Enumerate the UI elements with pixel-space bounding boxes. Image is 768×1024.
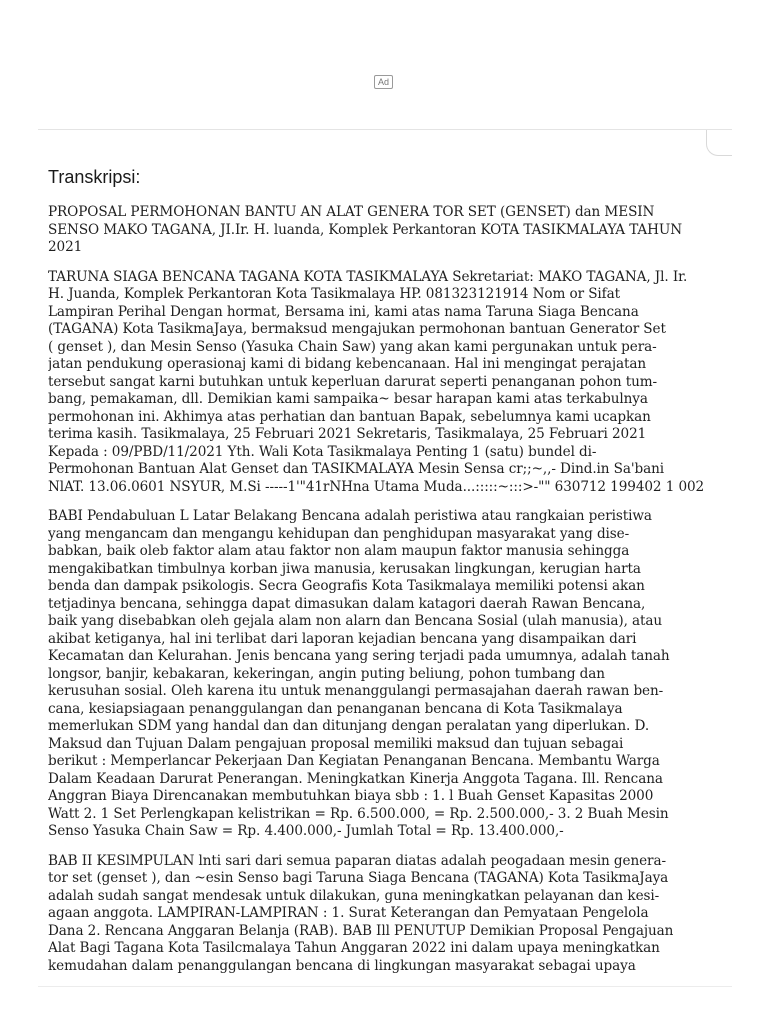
transcript-body: [48, 204, 738, 975]
transcript-line: longsor, banjir, kebakaran, kekeringan, angin puting beliung, pohon tumbang dan: [48, 665, 605, 682]
card-top-border: [38, 129, 732, 130]
transcript-line: yang mengancam dan mengangu kehidupan dan penghidupan masyarakat yang dise-: [48, 525, 630, 542]
transcript-line: (TAGANA) Kota TasikmaJaya, bermaksud mengajukan permohonan bantuan Generator Set: [48, 321, 666, 337]
card-corner-fold: [706, 130, 732, 156]
transcript-line: adalah sudah sangat mendesak untuk dilakukan, guna meningkatkan pelayanan dan kesi-: [48, 887, 660, 904]
transcript-line: NlAT. 13.06.0601 NSYUR, M.Si -----1'"41rNHna Utama Muda...:::::~:::>-"" 630712 199402 1 002: [48, 478, 705, 495]
transcript-line: baik yang disebabkan oleh gejala alam non alarn dan Bencana Sosial (ulah manusia), atau: [48, 613, 663, 629]
transcript-line: Dana 2. Rencana Anggaran Belanja (RAB). BAB Ill PENUTUP Demikian Proposal Pengajuan: [48, 922, 674, 939]
transcript-line: Watt 2. 1 Set Perlengkapan kelistrikan = Rp. 6.500.000, = Rp. 2.500.000,- 3. 2 Buah Mesin: [48, 805, 669, 822]
transcript-line: permohonan ini. Akhimya atas perhatian dan bantuan Bapak, sebelumnya kami ucapkan: [48, 408, 651, 425]
ad-badge[interactable]: Ad: [374, 75, 393, 89]
transcript-line: Senso Yasuka Chain Saw = Rp. 4.400.000,- Jumlah Total = Rp. 13.400.000,-: [48, 823, 564, 839]
transcript-line: agaan anggota. LAMPIRAN-LAMPIRAN : 1. Surat Keterangan dan Pemyataan Pengelola: [48, 905, 649, 921]
transcript-line: H. Juanda, Komplek Perkantoran Kota Tasikmalaya HP. 081323121914 Nom or Sifat: [48, 286, 620, 302]
transcript-line: tetjadinya bencana, sehingga dapat dimasukan dalam katagori daerah Rawan Bencana,: [48, 595, 646, 612]
ad-area: [0, 0, 768, 130]
transcript-section: [48, 166, 738, 976]
transcript-line: SENSO MAKO TAGANA, JI.Ir. H. luanda, Komplek Perkantoran KOTA TASIKMALAYA TAHUN: [48, 221, 683, 238]
transcript-paragraph: [48, 508, 738, 841]
transcript-paragraph: [48, 269, 738, 497]
transcript-line: Lampiran Perihal Dengan hormat, Bersama ini, kami atas nama Taruna Siaga Bencana: [48, 303, 639, 320]
transcript-line: BAB II KESlMPULAN lnti sari dari semua paparan diatas adalah peogadaan mesin genera-: [48, 852, 666, 869]
transcript-line: TARUNA SIAGA BENCANA TAGANA KOTA TASIKMALAYA Sekretariat: MAKO TAGANA, Jl. Ir.: [48, 268, 688, 285]
transcript-paragraph: [48, 853, 738, 976]
transcript-line: ( genset ), dan Mesin Senso (Yasuka Chain Saw) yang akan kami pergunakan untuk pera-: [48, 338, 657, 355]
transcript-heading: Transkripsi:: [48, 167, 141, 187]
transcript-line: kemudahan dalam penanggulangan bencana di lingkungan masyarakat sebagai upaya: [48, 957, 636, 974]
transcript-line: tersebut sangat karni butuhkan untuk keperluan darurat seperti penanganan pohon tum-: [48, 373, 658, 390]
transcript-line: Maksud dan Tujuan Dalam pengajuan proposal memiliki maksud dan tujuan sebagai: [48, 735, 624, 752]
transcript-line: PROPOSAL PERMOHONAN BANTU AN ALAT GENERA TOR SET (GENSET) dan MESIN: [48, 204, 655, 220]
transcript-line: cana, kesiapsiagaan penanggulangan dan penanganan bencana di Kota Tasikmalaya: [48, 700, 623, 717]
transcript-line: Kepada : 09/PBD/11/2021 Yth. Wali Kota Tasikmalaya Penting 1 (satu) bundel di-: [48, 443, 597, 460]
transcript-paragraph: [48, 204, 738, 257]
transcript-line: kerusuhan sosial. Oleh karena itu untuk menanggulangi permasajahan daerah rawan ben-: [48, 683, 664, 699]
transcript-line: 2021: [48, 239, 83, 255]
transcript-line: Anggran Biaya Direncanakan membutuhkan biaya sbb : 1. l Buah Genset Kapasitas 2000: [48, 788, 654, 804]
transcript-line: benda dan dampak psikologis. Secra Geografis Kota Tasikmalaya memiliki potensi akan: [48, 578, 645, 594]
transcript-line: Permohonan Bantuan Alat Genset dan TASIKMALAYA Mesin Sensa cr;;~,,- Dind.in Sa'bani: [48, 461, 665, 477]
transcript-line: tor set (genset ), dan ~esin Senso bagi Taruna Siaga Bencana (TAGANA) Kota TasikmaJaya: [48, 870, 669, 886]
card-bottom-border: [38, 986, 732, 987]
transcript-line: Kecamatan dan Kelurahan. Jenis bencana yang sering terjadi pada umumnya, adalah tanah: [48, 648, 670, 664]
transcript-line: Dalam Keadaan Darurat Penerangan. Meningkatkan Kinerja Anggota Tagana. Ill. Rencana: [48, 770, 663, 787]
transcript-line: memerlukan SDM yang handal dan dan ditunjang dengan peralatan yang diperlukan. D.: [48, 718, 650, 734]
transcript-line: Alat Bagi Tagana Kota Tasilcmalaya Tahun Anggaran 2022 ini dalam upaya meningkatkan: [48, 940, 660, 956]
transcript-line: babkan, baik oleb faktor alam atau faktor non alam maupun faktor manusia sehingga: [48, 543, 630, 559]
transcript-line: terima kasih. Tasikmalaya, 25 Februari 2021 Sekretaris, Tasikmalaya, 25 Februari 2021: [48, 426, 647, 442]
transcript-line: berikut : Memperlancar Pekerjaan Dan Kegiatan Penanganan Bencana. Membantu Warga: [48, 753, 660, 769]
transcript-line: mengakibatkan timbulnya korban jiwa manusia, kerusakan lingkungan, kerugian harta: [48, 560, 641, 577]
transcript-line: bang, pemakaman, dll. Demikian kami sampaika~ besar harapan kami atas terkabulnya: [48, 391, 648, 407]
transcript-line: BABI Pendabuluan L Latar Belakang Bencana adalah peristiwa atau rangkaian peristiwa: [48, 508, 652, 524]
transcript-line: akibat ketiganya, hal ini terlibat dari laporan kejadian bencana yang disampaikan dari: [48, 630, 637, 647]
transcript-line: jatan pendukung operasionaj kami di bidang kebencanaan. Hal ini mengingat perajatan: [48, 356, 647, 372]
